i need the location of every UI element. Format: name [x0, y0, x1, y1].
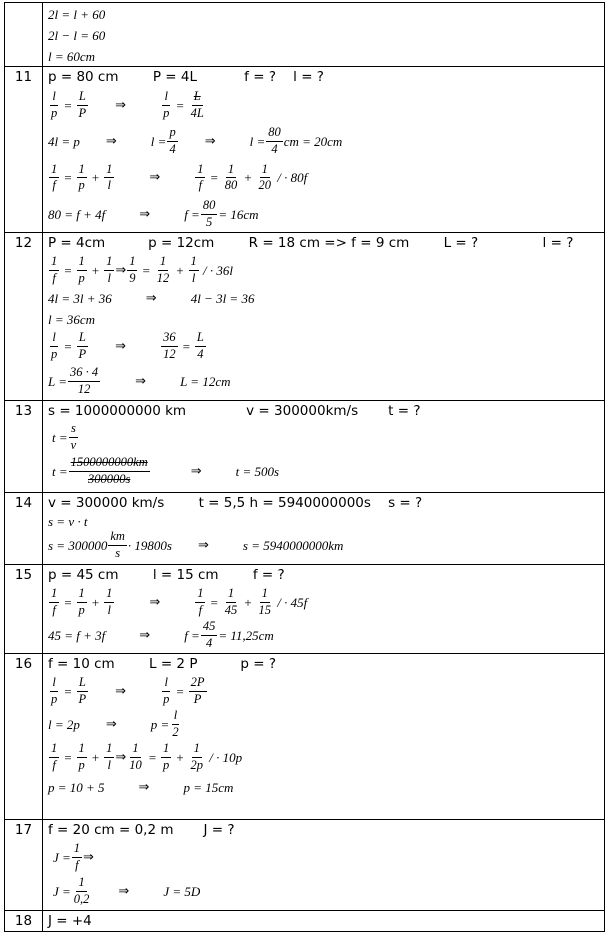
implies-arrow: ⇒	[105, 716, 117, 732]
row-solution	[43, 911, 605, 932]
equation-line: l = 36cm	[48, 311, 96, 327]
row-solution	[43, 493, 605, 565]
row-number: 13	[5, 401, 43, 493]
table-row	[5, 565, 605, 654]
equation-line: 45 = f + 3f ⇒ f = $\frac{45}{4}$ = 11,25cm	[48, 619, 274, 650]
equation-line: $\frac{1}{f}$ = $\frac{1}{p}$ + $\frac{1}{l}$ ⇒ $\frac{1}{f}$ = $\frac{1}{45}$ + $\frac{1}{15}$ / · 45f	[51, 586, 308, 617]
row-solution	[43, 565, 605, 654]
equation-line: $\frac{l}{p}$ = $\frac{L}{P}$ ⇒ $\frac{l}{p}$ = $\frac{2P}{P}$	[51, 675, 205, 706]
table-row	[5, 401, 605, 493]
implies-arrow: ⇒	[105, 133, 117, 149]
implies-arrow: ⇒	[139, 627, 151, 643]
equation-line: t = $\frac{s}{v}$	[52, 421, 77, 452]
table-row	[5, 493, 605, 565]
equation-line: p = 10 + 5 ⇒ p = 15cm	[48, 779, 234, 795]
row-number: 16	[5, 654, 43, 820]
given-values: v = 300000 km/s t = 5,5 h = 5940000000s s = ?	[48, 495, 423, 511]
equation-line: s = v · t	[48, 513, 88, 529]
implies-arrow: ⇒	[115, 683, 127, 699]
equation-line: $\frac{1}{f}$ = $\frac{1}{p}$ + $\frac{1}{l}$ ⇒ $\frac{1}{10}$ = $\frac{1}{p}$ + $\frac{1}{2p}$ / · 10p	[51, 741, 243, 772]
given-values: s = 1000000000 km v = 300000km/s t = ?	[48, 403, 421, 419]
implies-arrow: ⇒	[139, 206, 151, 222]
implies-arrow: ⇒	[149, 594, 161, 610]
row-number: 14	[5, 493, 43, 565]
row-number: 18	[5, 911, 43, 932]
row-number	[5, 3, 43, 67]
implies-arrow: ⇒	[115, 262, 127, 278]
equation-line: t = $\frac{1500000000km}{300000s}$ ⇒ t = 500s	[52, 455, 280, 486]
implies-arrow: ⇒	[135, 373, 147, 389]
row-number: 11	[5, 67, 43, 233]
given-values: p = 45 cm l = 15 cm f = ?	[48, 567, 285, 583]
equation-line: l = 60cm	[48, 48, 96, 64]
table-row	[5, 67, 605, 233]
equation-line: $\frac{1}{f}$ = $\frac{1}{p}$ + $\frac{1}{l}$ ⇒ $\frac{1}{9}$ = $\frac{1}{12}$ + $\frac{1}{l}$ / · 36l	[51, 254, 234, 285]
implies-arrow: ⇒	[118, 883, 130, 899]
row-number: 17	[5, 820, 43, 911]
equation-line: s = 300000 $\frac{km}{s}$ · 19800s ⇒ s = 5940000000km	[48, 529, 344, 560]
given-values: f = 20 cm = 0,2 m J = ?	[48, 822, 235, 838]
table-row	[5, 654, 605, 820]
row-number: 15	[5, 565, 43, 654]
implies-arrow: ⇒	[190, 463, 202, 479]
row-number: 12	[5, 233, 43, 401]
implies-arrow: ⇒	[83, 849, 94, 865]
table-row	[5, 820, 605, 911]
equation-line: 2l − l = 60	[48, 28, 106, 43]
equation-line: 80 = f + 4f ⇒ f = $\frac{80}{5}$ = 16cm	[48, 198, 259, 229]
implies-arrow: ⇒	[204, 133, 216, 149]
equation-line: $\frac{l}{p}$ = $\frac{L}{P}$ ⇒ $\frac{l}{p}$ = $\frac{L}{4L}$	[51, 89, 204, 120]
row-solution	[43, 820, 605, 911]
equation-line: 4l = 3l + 36 ⇒ 4l − 3l = 36	[48, 290, 255, 306]
implies-arrow: ⇒	[145, 290, 157, 306]
row-solution	[43, 233, 605, 401]
implies-arrow: ⇒	[197, 537, 209, 553]
row-solution	[43, 401, 605, 493]
equation-line: l = 2p ⇒ p = $\frac{l}{2}$	[48, 708, 179, 739]
implies-arrow: ⇒	[149, 170, 161, 185]
given-values: J = +4	[48, 913, 92, 929]
equation-line: J = $\frac{1}{f}$ ⇒	[53, 841, 94, 872]
equation-line: L = $\frac{36 \cdot 4}{12}$ ⇒ L = 12cm	[48, 365, 231, 396]
row-solution	[43, 654, 605, 820]
given-values: f = 10 cm L = 2 P p = ?	[48, 656, 276, 672]
equation-line: 4l = p ⇒ l = $\frac{p}{4}$ ⇒ l = $\frac{80}{4}$ cm = 20cm	[48, 125, 343, 156]
implies-arrow: ⇒	[138, 779, 150, 795]
equation-line: J = $\frac{1}{0,2}$ ⇒ J = 5D	[53, 875, 201, 906]
implies-arrow: ⇒	[115, 338, 127, 354]
row-solution	[43, 3, 605, 67]
solutions-table	[4, 2, 605, 932]
row-solution	[43, 67, 605, 233]
table-row	[5, 911, 605, 932]
equation-line: $\frac{l}{p}$ = $\frac{L}{P}$ ⇒ $\frac{36}{12}$ = $\frac{L}{4}$	[51, 330, 204, 361]
given-values: p = 80 cm P = 4L f = ? l = ?	[48, 69, 324, 85]
implies-arrow: ⇒	[115, 749, 127, 765]
equation-line: 2l = l + 60	[48, 7, 106, 22]
implies-arrow: ⇒	[115, 97, 127, 113]
given-values: P = 4cm p = 12cm R = 18 cm => f = 9 cm L = ? l = ?	[48, 235, 574, 251]
table-row	[5, 3, 605, 67]
table-row	[5, 233, 605, 401]
equation-line: $\frac{1}{f}$ = $\frac{1}{p}$ + $\frac{1}{l}$ ⇒ $\frac{1}{f}$ = $\frac{1}{80}$ + $\frac{1}{20}$ / · 80f	[51, 161, 308, 192]
